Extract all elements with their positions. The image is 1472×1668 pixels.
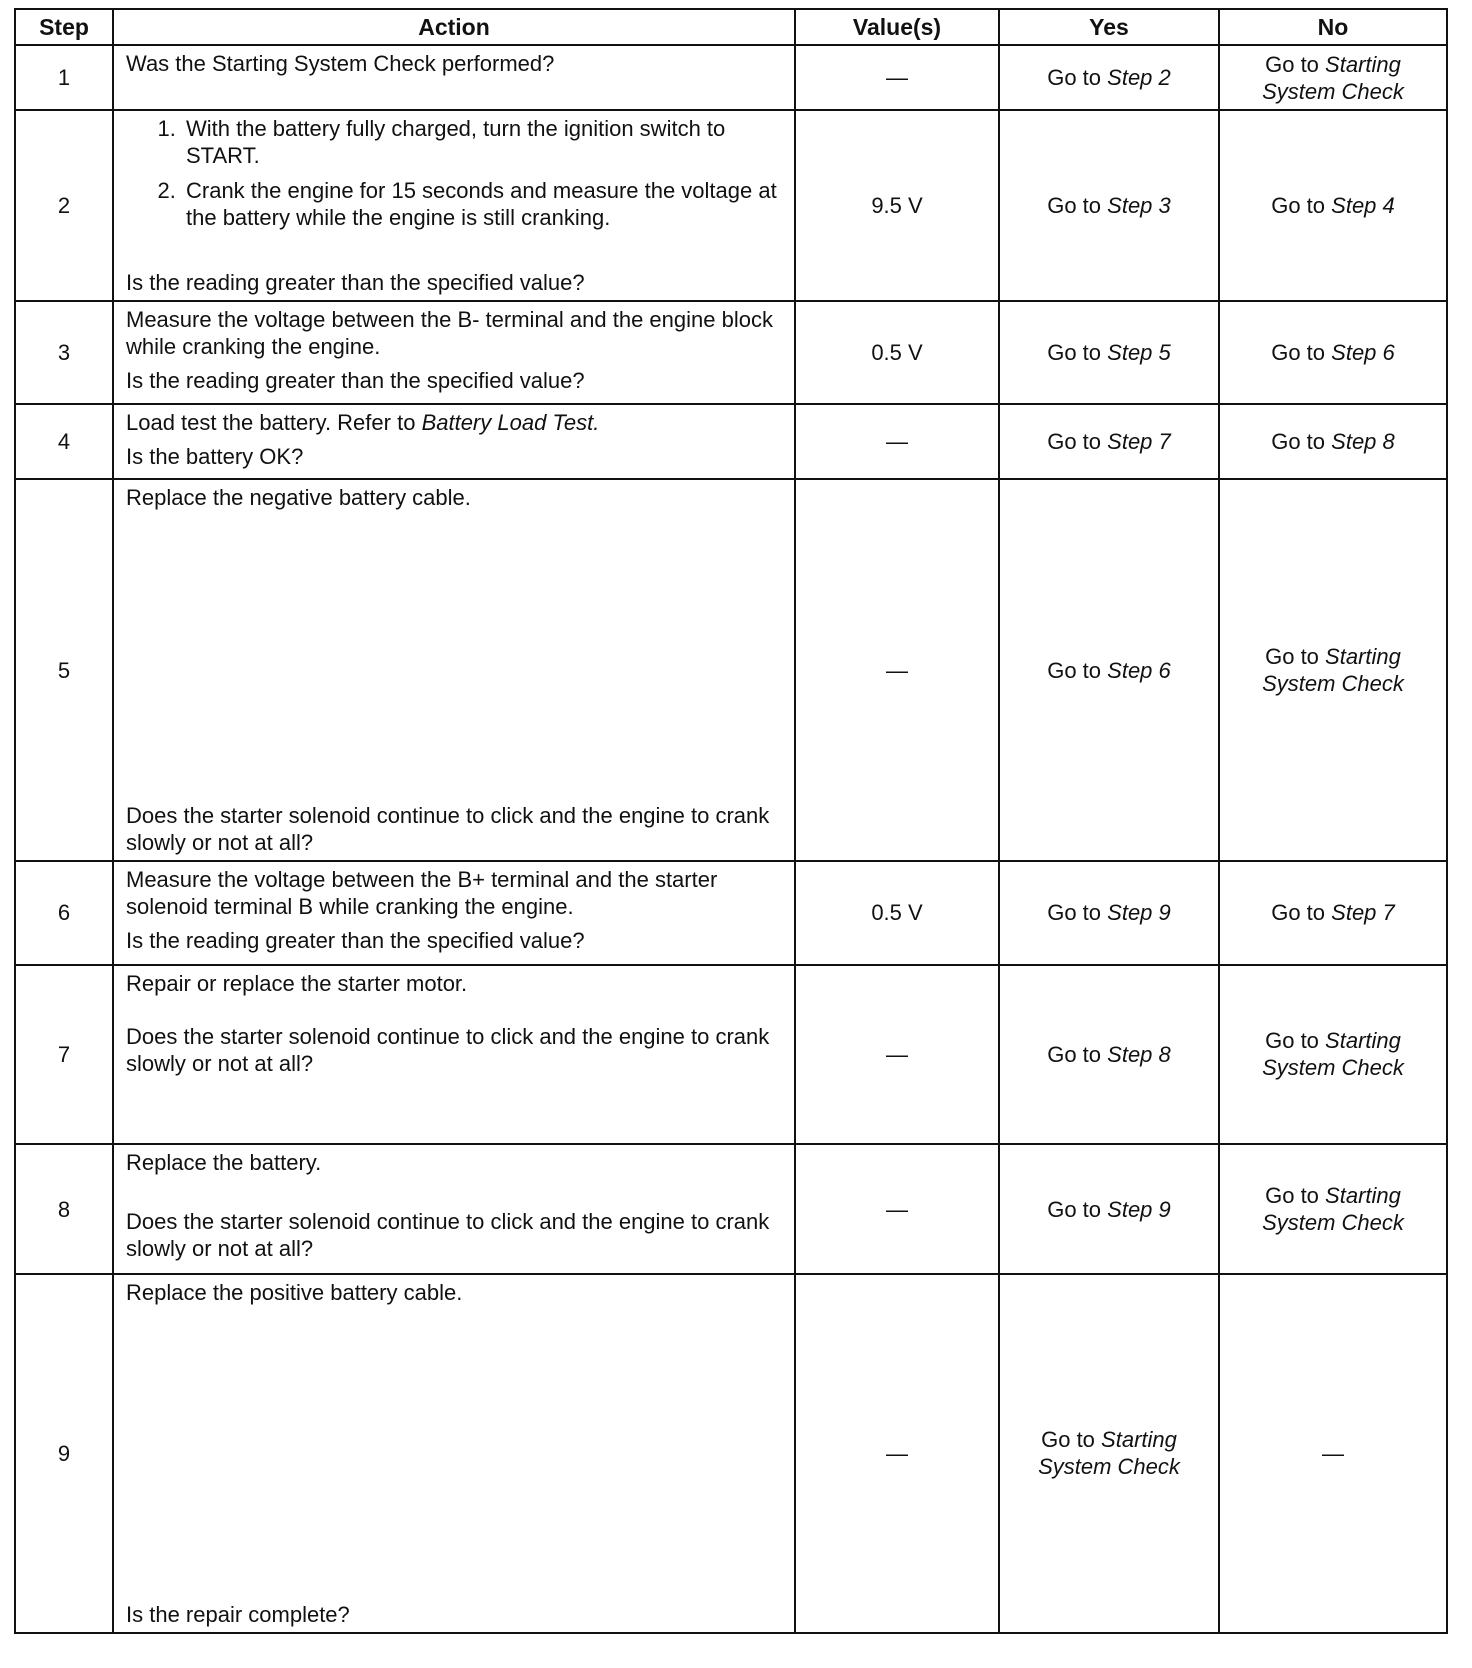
no-prefix: Go to [1265, 1028, 1319, 1054]
no-prefix: Go to [1265, 644, 1319, 670]
step-number: 7 [15, 965, 113, 1144]
table-row [15, 404, 1447, 479]
action-text: Does the starter solenoid continue to click and the engine to crank slowly or not at all? [126, 1209, 770, 1262]
no-target[interactable]: Step 8 [1331, 428, 1395, 454]
no-target[interactable]: Step 4 [1331, 192, 1395, 218]
no-cell [1219, 404, 1447, 479]
step-number: 9 [15, 1274, 113, 1633]
yes-target[interactable]: Step 3 [1107, 192, 1171, 218]
yes-link[interactable] [1024, 1426, 1194, 1480]
action-cell [113, 861, 795, 964]
no-prefix: Go to [1271, 900, 1326, 926]
yes-cell [999, 861, 1219, 964]
no-link[interactable] [1248, 643, 1418, 697]
step-number: 6 [15, 861, 113, 964]
table-row [15, 301, 1447, 404]
action-text: Replace the negative battery cable. [126, 484, 471, 510]
yes-target[interactable]: Step 8 [1107, 1041, 1171, 1067]
action-text: Replace the battery. [126, 1150, 322, 1176]
no-prefix: Go to [1271, 339, 1326, 365]
yes-cell [999, 1274, 1219, 1633]
no-cell [1219, 45, 1447, 110]
yes-target[interactable]: Step 9 [1107, 900, 1171, 926]
no-cell [1219, 110, 1447, 300]
step-number: 8 [15, 1144, 113, 1274]
yes-target[interactable]: Step 5 [1107, 339, 1171, 365]
action-cell [113, 301, 795, 404]
yes-link[interactable] [1047, 428, 1171, 455]
yes-cell [999, 301, 1219, 404]
no-link[interactable] [1271, 192, 1395, 219]
no-link[interactable] [1248, 1027, 1418, 1081]
header-values: Value(s) [795, 9, 999, 45]
action-cell [113, 1144, 795, 1274]
value-cell: 9.5 V [795, 110, 999, 300]
value-cell: — [795, 1144, 999, 1274]
yes-link[interactable] [1047, 64, 1171, 91]
no-target[interactable]: Starting System Check [1262, 644, 1404, 697]
no-target[interactable]: Starting System Check [1262, 51, 1404, 104]
action-cell [113, 110, 795, 300]
yes-prefix: Go to [1047, 1041, 1102, 1067]
diagnostic-table [14, 8, 1448, 1634]
action-text: Does the starter solenoid continue to click and the engine to crank slowly or not at all? [126, 1023, 770, 1076]
yes-target[interactable]: Step 2 [1107, 65, 1171, 91]
action-step-item: 2. Crank the engine for 15 seconds and measure the voltage at the battery while the engine is still cranking. [182, 177, 784, 231]
value-cell: — [795, 404, 999, 479]
no-target[interactable]: Starting System Check [1262, 1028, 1404, 1081]
value-cell: — [795, 45, 999, 110]
yes-prefix: Go to [1047, 65, 1102, 91]
step-number: 2 [15, 110, 113, 300]
action-text: Was the Starting System Check performed? [126, 51, 555, 76]
value-cell: — [795, 1274, 999, 1633]
no-cell [1219, 1144, 1447, 1274]
yes-prefix: Go to [1041, 1427, 1095, 1453]
no-prefix: Go to [1271, 192, 1326, 218]
no-link[interactable] [1271, 428, 1395, 455]
action-text: Is the reading greater than the specified value? [126, 367, 585, 393]
action-text: Replace the positive battery cable. [126, 1279, 463, 1305]
yes-cell [999, 965, 1219, 1144]
no-cell [1219, 965, 1447, 1144]
no-cell: — [1219, 1274, 1447, 1633]
action-text: Is the battery OK? [126, 443, 304, 469]
no-cell [1219, 861, 1447, 964]
action-cell [113, 45, 795, 110]
step-number: 4 [15, 404, 113, 479]
action-steps-list [126, 115, 784, 239]
table-row [15, 1274, 1447, 1633]
header-row [15, 9, 1447, 45]
header-yes: Yes [999, 9, 1219, 45]
yes-target[interactable]: Starting System Check [1038, 1427, 1180, 1480]
no-link[interactable] [1271, 339, 1395, 366]
yes-target[interactable]: Step 9 [1107, 1196, 1171, 1222]
no-link[interactable] [1248, 51, 1418, 105]
yes-link[interactable] [1047, 1041, 1171, 1068]
yes-target[interactable]: Step 6 [1107, 657, 1171, 683]
yes-prefix: Go to [1047, 339, 1102, 365]
yes-link[interactable] [1047, 1196, 1171, 1223]
no-target[interactable]: Step 6 [1331, 339, 1395, 365]
yes-cell [999, 110, 1219, 300]
yes-prefix: Go to [1047, 192, 1102, 218]
action-step-item: 1. With the battery fully charged, turn the ignition switch to START. [182, 115, 784, 169]
action-cell [113, 1274, 795, 1633]
yes-cell [999, 45, 1219, 110]
table-row [15, 479, 1447, 861]
no-prefix: Go to [1271, 428, 1326, 454]
no-prefix: Go to [1265, 51, 1319, 77]
no-cell [1219, 479, 1447, 861]
yes-cell [999, 404, 1219, 479]
action-text: Repair or replace the starter motor. [126, 970, 468, 996]
no-link[interactable] [1271, 899, 1395, 926]
no-target[interactable]: Step 7 [1331, 900, 1395, 926]
no-target[interactable]: Starting System Check [1262, 1183, 1404, 1235]
yes-cell [999, 1144, 1219, 1274]
value-cell: 0.5 V [795, 861, 999, 964]
action-cell [113, 479, 795, 861]
action-cell [113, 404, 795, 479]
yes-cell [999, 479, 1219, 861]
action-question: Is the reading greater than the specified value? [126, 269, 585, 295]
action-text [126, 409, 784, 436]
table-row [15, 1144, 1447, 1274]
header-action: Action [113, 9, 795, 45]
step-number: 3 [15, 301, 113, 404]
step-number: 5 [15, 479, 113, 861]
action-question: Is the repair complete? [126, 1602, 350, 1627]
action-text: Measure the voltage between the B- terminal and the engine block while cranking the engine. [126, 306, 773, 359]
yes-prefix: Go to [1047, 428, 1102, 454]
action-question: Does the starter solenoid continue to click and the engine to crank slowly or not at all? [126, 803, 770, 856]
action-text: Measure the voltage between the B+ terminal and the starter solenoid terminal B while cranking the engine. [126, 867, 718, 920]
yes-link[interactable] [1047, 192, 1171, 219]
action-text-prefix: Load test the battery. Refer to [126, 409, 416, 435]
table-row [15, 965, 1447, 1144]
value-cell: — [795, 479, 999, 861]
header-no: No [1219, 9, 1447, 45]
no-cell [1219, 301, 1447, 404]
battery-load-test-ref[interactable]: Battery Load Test. [421, 409, 600, 435]
value-cell: 0.5 V [795, 301, 999, 404]
action-cell [113, 965, 795, 1144]
value-cell: — [795, 965, 999, 1144]
no-prefix: Go to [1265, 1183, 1319, 1208]
table-row [15, 110, 1447, 300]
step-number: 1 [15, 45, 113, 110]
yes-prefix: Go to [1047, 1196, 1102, 1222]
yes-prefix: Go to [1047, 900, 1102, 926]
yes-link[interactable] [1047, 657, 1171, 684]
no-link[interactable] [1248, 1182, 1418, 1236]
header-step: Step [15, 9, 113, 45]
yes-link[interactable] [1047, 899, 1171, 926]
action-text: Is the reading greater than the specified value? [126, 928, 585, 954]
table-row [15, 45, 1447, 110]
table-row [15, 861, 1447, 964]
yes-target[interactable]: Step 7 [1107, 428, 1171, 454]
yes-link[interactable] [1047, 339, 1171, 366]
yes-prefix: Go to [1047, 657, 1102, 683]
